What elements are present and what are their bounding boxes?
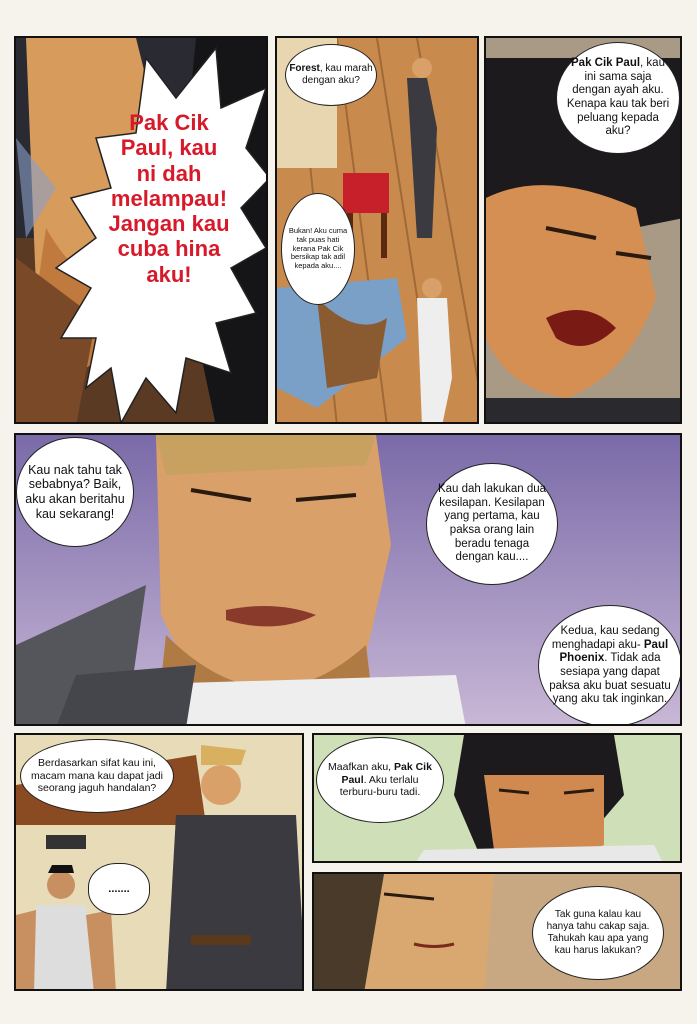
speaker-name: Paul Phoenix	[559, 638, 669, 665]
thought-bubble	[88, 863, 150, 915]
bubble-text: . Aku terlalu terburu-buru tadi.	[339, 773, 421, 799]
speech-bubble	[281, 193, 355, 305]
shout-line: cuba hina	[117, 236, 221, 262]
shout-line: Pak Cik	[129, 110, 209, 135]
panel-7	[312, 872, 682, 991]
speech-bubble	[538, 605, 682, 726]
bubble-text: Kau nak tahu tak sebabnya? Baik, aku akan beritahu kau sekarang!	[25, 462, 125, 521]
speech-bubble	[556, 42, 680, 154]
panel-6	[312, 733, 682, 863]
panel-3	[484, 36, 682, 424]
shout-line: Jangan kau	[108, 211, 230, 237]
bubble-text: .......	[108, 882, 130, 895]
bubble-text: Tak guna kalau kau hanya tahu cakap saja. Tahukah kau apa yang kau harus lakukan?	[546, 909, 650, 956]
speaker-name: Pak Cik Paul	[341, 761, 432, 786]
bubble-text: , kau ini sama saja dengan ayah aku. Kenapa kau tak beri peluang kepada aku?	[566, 57, 670, 138]
bubble-text: Bukan! Aku cuma tak puas hati kerana Pak Cik bersikap tak adil kepada aku....	[288, 225, 348, 271]
bubble-text: Berdasarkan sifat kau ini, macam mana kau dapat jadi seorang jaguh handalan?	[31, 757, 163, 795]
speaker-name: Forest	[289, 63, 320, 75]
panel-2	[275, 36, 479, 424]
bubble-text: , kau marah dengan aku?	[302, 63, 373, 86]
speech-bubble	[532, 886, 664, 980]
bubble-text: Kau dah lakukan dua kesilapan. Kesilapan yang pertama, kau paksa orang lain beradu tenaga dengan kau....	[437, 483, 547, 564]
speaker-name: Pak Cik Paul	[571, 57, 641, 70]
shout-line: melampau!	[110, 185, 228, 211]
shout-line: Paul, kau	[120, 135, 218, 161]
panel-5	[14, 733, 304, 991]
speech-bubble	[285, 44, 377, 106]
bubble-text: . Tidak ada sesiapa yang dapat paksa aku buat sesuatu yang aku tak inginkan.	[549, 652, 671, 706]
speech-bubble	[16, 437, 134, 547]
speech-bubble	[426, 463, 558, 585]
bubble-text: Kedua, kau sedang menghadapi aku-	[551, 625, 660, 651]
shout-line: ni dah	[136, 160, 202, 186]
speech-bubble	[20, 739, 174, 813]
shout-text	[94, 110, 244, 287]
speech-bubble	[316, 737, 444, 823]
shout-line: aku!	[146, 261, 192, 287]
panel-1	[14, 36, 268, 424]
panel-4	[14, 433, 682, 726]
bubble-text: Maafkan aku,	[328, 761, 394, 774]
